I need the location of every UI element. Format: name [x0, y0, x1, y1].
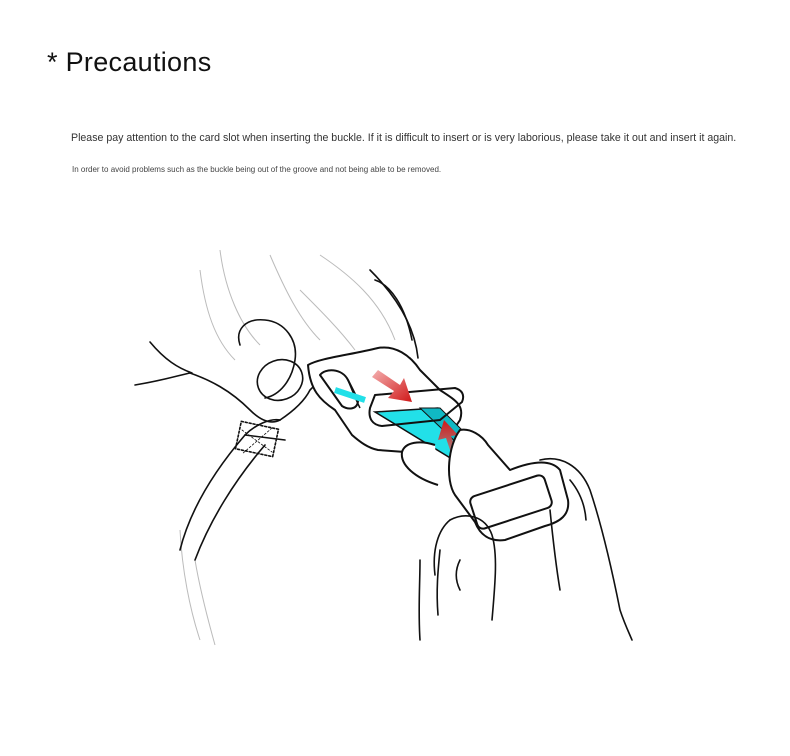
page-title: * Precautions [47, 47, 212, 77]
buckle-insertion-illustration [120, 230, 660, 660]
background-hand-sketch [180, 250, 395, 645]
buckle-drawing [120, 230, 660, 660]
precaution-note: In order to avoid problems such as the buckle being out of the groove and not being able to be removed. [72, 165, 442, 174]
precaution-instruction: Please pay attention to the card slot when inserting the buckle. If it is difficult to insert or is very laborious, please take it out and insert it again. [71, 132, 737, 144]
